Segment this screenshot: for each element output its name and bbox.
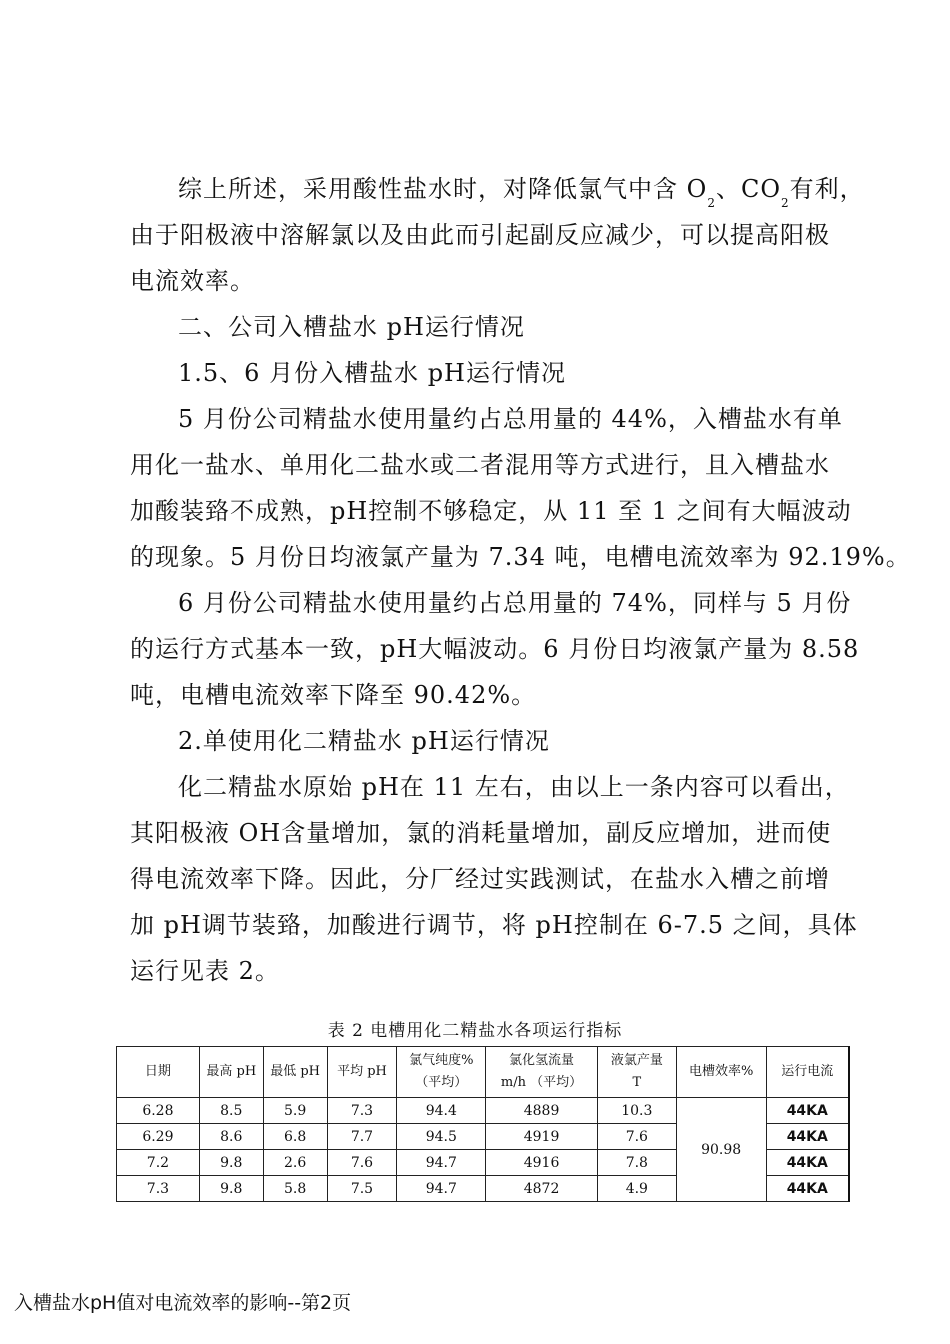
- header-efficiency: 电槽效率%: [676, 1047, 766, 1098]
- text: 有利，: [789, 175, 865, 203]
- heading-text: 2.单使用化二精盐水 pH运行情况: [178, 727, 550, 755]
- cell-efficiency: 90.98: [676, 1098, 766, 1202]
- cell-current: 44KA: [766, 1098, 849, 1124]
- text-line: 的运行方式基本一致，pH大幅波动。6 月份日均液氯产量为 8.58: [130, 635, 860, 663]
- section-heading: [130, 304, 842, 350]
- cell-current: 44KA: [766, 1124, 849, 1150]
- text-line: 的现象。5 月份日均液氯产量为 7.34 吨，电槽电流效率为 92.19%。: [130, 543, 911, 571]
- text: 5 月份公司精盐水使用量约占总用量的 44%，入槽盐水有单: [178, 405, 843, 433]
- cell-avg-ph: 7.5: [327, 1176, 397, 1202]
- cell-purity: 94.5: [397, 1124, 486, 1150]
- subsection-heading-2: [130, 718, 842, 764]
- paragraph-june: [130, 580, 860, 718]
- header-chlorine-purity: 氯气纯度% （平均）: [397, 1047, 486, 1098]
- cell-avg-ph: 7.3: [327, 1098, 397, 1124]
- header-hcl-flow: 氯化氢流量 m/h （平均）: [486, 1047, 598, 1098]
- cell-min-ph: 5.8: [263, 1176, 327, 1202]
- cell-purity: 94.7: [397, 1176, 486, 1202]
- header-min-ph: 最低 pH: [263, 1047, 327, 1098]
- text-line: 加 pH调节装臵，加酸进行调节，将 pH控制在 6-7.5 之间，具体: [130, 911, 858, 939]
- header-current: 运行电流: [766, 1047, 849, 1098]
- cell-hcl-flow: 4916: [486, 1150, 598, 1176]
- cell-purity: 94.7: [397, 1150, 486, 1176]
- cell-max-ph: 8.6: [199, 1124, 263, 1150]
- text: 6 月份公司精盐水使用量约占总用量的 74%，同样与 5 月份: [178, 589, 852, 617]
- text-line: 由于阳极液中溶解氯以及由此而引起副反应减少，可以提高阳极: [130, 221, 830, 249]
- cell-min-ph: 2.6: [263, 1150, 327, 1176]
- cell-min-ph: 5.9: [263, 1098, 327, 1124]
- cell-liquid-chlorine: 7.8: [597, 1150, 676, 1176]
- paragraph-summary: 综上所述，采用酸性盐水时，对降低氯气中含 $O_2$、$CO_2$有利， 由于阳极液中溶解氯以及由此而引起副反应减少，可以提高阳极 电流效率。: [130, 166, 842, 304]
- table-header-row: [117, 1047, 850, 1098]
- cell-date: 7.2: [117, 1150, 200, 1176]
- header-date: 日期: [117, 1047, 200, 1098]
- cell-avg-ph: 7.6: [327, 1150, 397, 1176]
- header-liquid-chlorine: 液氯产量 T: [597, 1047, 676, 1098]
- cell-max-ph: 9.8: [199, 1150, 263, 1176]
- text-line: 电流效率。: [130, 267, 255, 295]
- text-line: 得电流效率下降。因此，分厂经过实践测试，在盐水入槽之前增: [130, 865, 830, 893]
- cell-hcl-flow: 4889: [486, 1098, 598, 1124]
- text: 化二精盐水原始 pH在 11 左右，由以上一条内容可以看出，: [178, 773, 850, 801]
- cell-purity: 94.4: [397, 1098, 486, 1124]
- table-caption: 表 2 电槽用化二精盐水各项运行指标: [327, 1021, 623, 1041]
- text: 综上所述，采用酸性盐水时，对降低氯气中含: [178, 175, 687, 203]
- cell-current: 44KA: [766, 1150, 849, 1176]
- text: 、: [715, 175, 741, 203]
- operation-table: [116, 1046, 850, 1202]
- cell-hcl-flow: 4872: [486, 1176, 598, 1202]
- text-line: 运行见表 2。: [130, 957, 280, 985]
- cell-liquid-chlorine: 10.3: [597, 1098, 676, 1124]
- cell-current: 44KA: [766, 1176, 849, 1202]
- cell-liquid-chlorine: 7.6: [597, 1124, 676, 1150]
- paragraph-may: [130, 396, 911, 580]
- heading-text: 二、公司入槽盐水 pH运行情况: [178, 313, 525, 341]
- cell-hcl-flow: 4919: [486, 1124, 598, 1150]
- table-row: [117, 1098, 850, 1124]
- cell-date: 6.29: [117, 1124, 200, 1150]
- text-line: 吨，电槽电流效率下降至 90.42%。: [130, 681, 537, 709]
- paragraph-brine: [130, 764, 858, 994]
- cell-avg-ph: 7.7: [327, 1124, 397, 1150]
- heading-text: 1.5、6 月份入槽盐水 pH运行情况: [178, 359, 566, 387]
- cell-min-ph: 6.8: [263, 1124, 327, 1150]
- cell-max-ph: 9.8: [199, 1176, 263, 1202]
- cell-max-ph: 8.5: [199, 1098, 263, 1124]
- text-line: 用化一盐水、单用化二盐水或二者混用等方式进行，且入槽盐水: [130, 451, 830, 479]
- page-footer: 入槽盐水pH值对电流效率的影响--第2页: [14, 1292, 352, 1314]
- cell-date: 6.28: [117, 1098, 200, 1124]
- text-line: 其阳极液 OH含量增加，氯的消耗量增加，副反应增加，进而使: [130, 819, 832, 847]
- header-avg-ph: 平均 pH: [327, 1047, 397, 1098]
- header-max-ph: 最高 pH: [199, 1047, 263, 1098]
- subsection-heading-1: [130, 350, 842, 396]
- cell-liquid-chlorine: 4.9: [597, 1176, 676, 1202]
- text-line: 加酸装臵不成熟，pH控制不够稳定，从 11 至 1 之间有大幅波动: [130, 497, 852, 525]
- cell-date: 7.3: [117, 1176, 200, 1202]
